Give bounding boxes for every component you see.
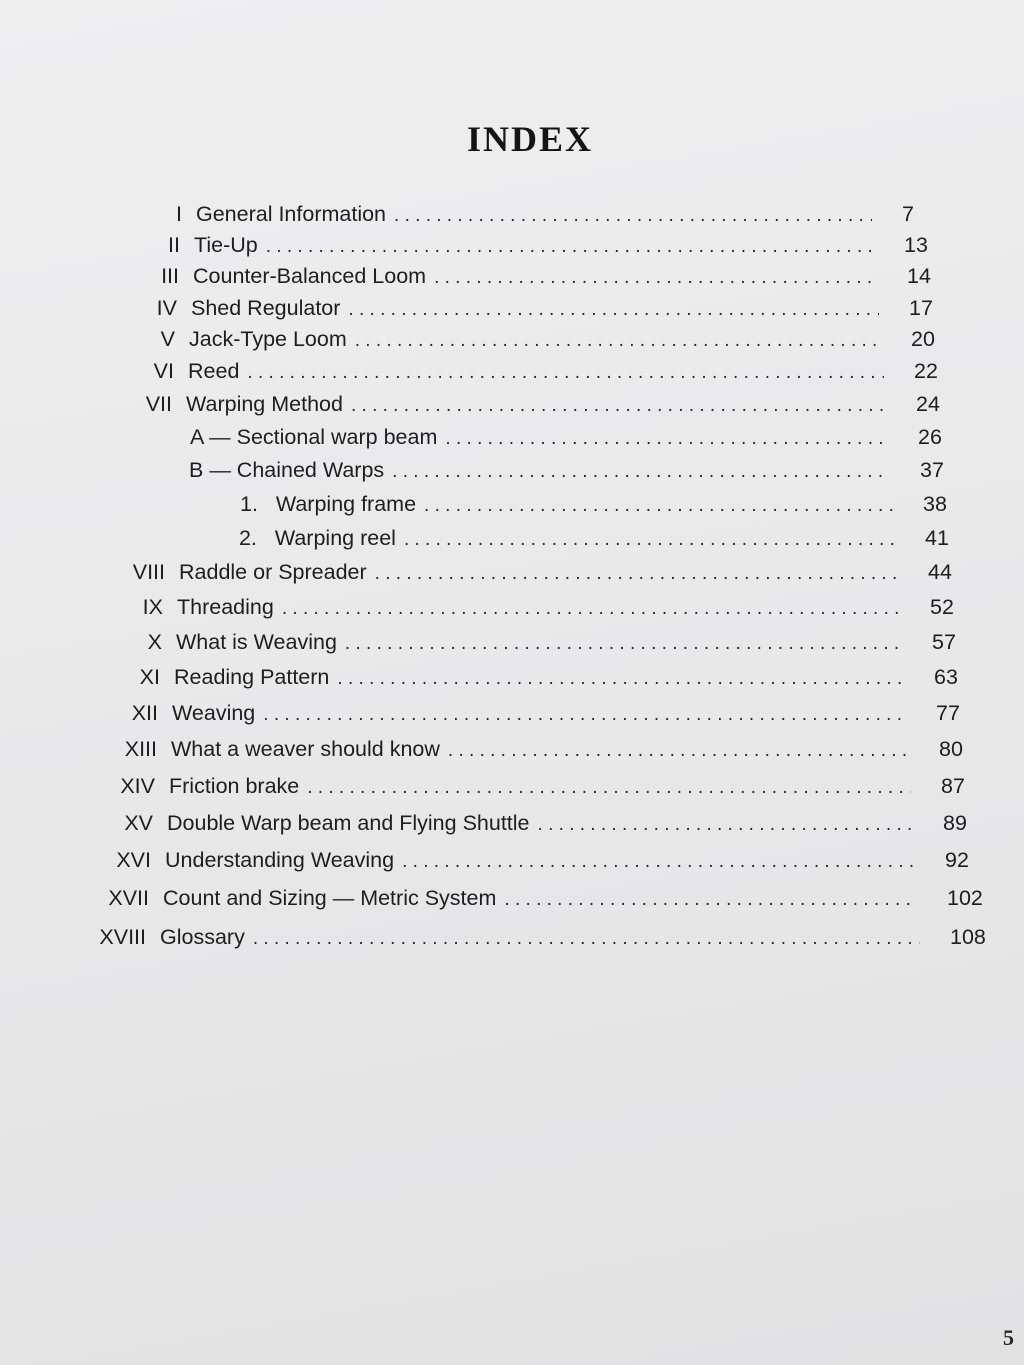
page-reference: 24 — [916, 392, 940, 416]
dot-leader — [538, 814, 913, 836]
entry-title: Jack-Type Loom — [189, 327, 347, 351]
entry-title: Raddle or Spreader — [179, 560, 367, 584]
entry-title: Shed Regulator — [191, 296, 341, 320]
page-reference: 20 — [911, 327, 935, 351]
chapter-number: X — [147, 630, 162, 654]
page-number: 5 — [1003, 1325, 1014, 1350]
page-reference: 17 — [909, 296, 933, 320]
toc-entry — [176, 202, 914, 232]
chapter-number: VI — [153, 359, 174, 383]
toc-entry — [142, 595, 954, 625]
chapter-number: XVIII — [99, 925, 146, 949]
chapter-number: I — [176, 202, 182, 226]
page-title: INDEX — [466, 119, 593, 159]
entry-title: General Information — [196, 202, 387, 226]
page-reference: 41 — [925, 526, 949, 550]
dot-leader — [448, 740, 909, 762]
dot-leader — [247, 362, 884, 384]
page-reference: 87 — [941, 774, 965, 798]
toc-entry — [108, 886, 983, 916]
dot-leader — [263, 704, 906, 726]
page-reference: 89 — [943, 811, 967, 835]
page-reference: 57 — [932, 630, 956, 654]
chapter-number: II — [168, 233, 180, 257]
chapter-number: III — [161, 264, 179, 288]
dot-leader — [375, 563, 898, 585]
chapter-number: XII — [131, 701, 158, 725]
dot-leader — [345, 633, 902, 655]
entry-title: Weaving — [172, 701, 256, 725]
dot-leader — [392, 461, 890, 483]
chapter-number: XV — [124, 811, 153, 835]
toc-entry — [124, 737, 963, 767]
toc-subentry — [240, 492, 947, 522]
toc-entry — [168, 233, 928, 263]
chapter-number: XIII — [124, 737, 157, 761]
toc-entry — [120, 774, 965, 804]
chapter-number: XVII — [108, 886, 149, 910]
dot-leader — [434, 267, 877, 289]
toc-entry — [147, 630, 956, 660]
dot-leader — [266, 236, 874, 258]
toc-entry — [116, 848, 969, 878]
toc-subentry — [239, 526, 949, 556]
entry-title: Reading Pattern — [174, 665, 330, 689]
toc-entry — [131, 701, 960, 731]
toc-subentry — [189, 458, 944, 488]
dot-leader — [337, 668, 904, 690]
toc-entry — [160, 327, 935, 357]
page-reference: 77 — [936, 701, 960, 725]
dot-leader — [307, 777, 911, 799]
dot-leader — [404, 529, 895, 551]
page-reference: 26 — [918, 425, 942, 449]
entry-title: Friction brake — [169, 774, 300, 798]
page-reference: 22 — [914, 359, 938, 383]
chapter-number: XI — [139, 665, 160, 689]
chapter-number: V — [160, 327, 175, 351]
entry-title: A — Sectional warp beam — [190, 425, 438, 449]
page-reference: 44 — [928, 560, 952, 584]
entry-title: Reed — [188, 359, 240, 383]
dot-leader — [355, 330, 881, 352]
dot-leader — [424, 495, 893, 517]
chapter-number: IX — [142, 595, 163, 619]
entry-title: 2. Warping reel — [239, 526, 396, 550]
chapter-number: XIV — [120, 774, 155, 798]
toc-entry — [145, 392, 940, 422]
page-reference: 13 — [904, 233, 928, 257]
toc-subentry — [190, 425, 942, 455]
toc-entry — [124, 811, 967, 841]
dot-leader — [504, 889, 917, 911]
toc-entry — [156, 296, 933, 326]
entry-title: Counter-Balanced Loom — [193, 264, 427, 288]
entry-title: Warping Method — [186, 392, 343, 416]
entry-title: Glossary — [160, 925, 245, 949]
toc-entry — [99, 925, 986, 955]
entry-title: Threading — [177, 595, 274, 619]
page-reference: 92 — [945, 848, 969, 872]
toc-entry — [153, 359, 938, 389]
page-reference: 80 — [939, 737, 963, 761]
entry-title: Double Warp beam and Flying Shuttle — [167, 811, 530, 835]
dot-leader — [402, 851, 915, 873]
entry-title: What a weaver should know — [171, 737, 440, 761]
chapter-number: IV — [156, 296, 177, 320]
page-reference: 37 — [920, 458, 944, 482]
toc-entry — [132, 560, 952, 590]
toc-entry — [139, 665, 958, 695]
dot-leader — [351, 395, 886, 417]
dot-leader — [253, 928, 920, 950]
dot-leader — [348, 299, 879, 321]
entry-title: What is Weaving — [176, 630, 337, 654]
page-reference: 52 — [930, 595, 954, 619]
chapter-number: VIII — [132, 560, 165, 584]
toc-entry — [161, 264, 931, 294]
entry-title: Tie-Up — [194, 233, 258, 257]
page-reference: 63 — [934, 665, 958, 689]
entry-title: B — Chained Warps — [189, 458, 385, 482]
page-reference: 14 — [907, 264, 931, 288]
page-reference: 108 — [950, 925, 986, 949]
entry-title: Count and Sizing — Metric System — [163, 886, 497, 910]
page-reference: 38 — [923, 492, 947, 516]
entry-title: 1. Warping frame — [240, 492, 417, 516]
dot-leader — [394, 205, 872, 227]
chapter-number: VII — [145, 392, 172, 416]
dot-leader — [445, 428, 888, 450]
entry-title: Understanding Weaving — [165, 848, 395, 872]
chapter-number: XVI — [116, 848, 151, 872]
dot-leader — [282, 598, 900, 620]
page-reference: 102 — [947, 886, 983, 910]
page-reference: 7 — [902, 202, 914, 226]
